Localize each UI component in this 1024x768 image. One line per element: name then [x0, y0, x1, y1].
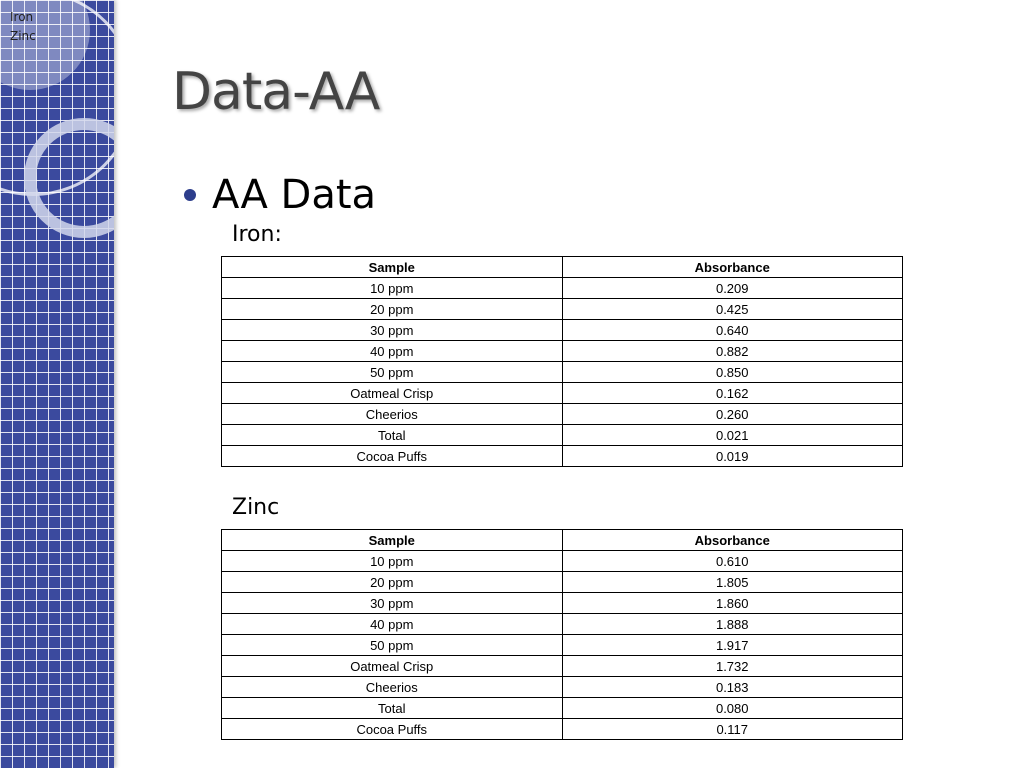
cell-sample: 50 ppm: [222, 635, 563, 656]
cell-sample: 40 ppm: [222, 614, 563, 635]
cell-absorbance: 0.021: [562, 425, 903, 446]
table-row: [222, 551, 903, 572]
cell-sample: Cocoa Puffs: [222, 446, 563, 467]
cell-absorbance: 1.805: [562, 572, 903, 593]
sidebar-legend-zinc: Zinc: [10, 29, 36, 43]
cell-absorbance: 0.080: [562, 698, 903, 719]
table-row: [222, 278, 903, 299]
cell-sample: 30 ppm: [222, 320, 563, 341]
cell-sample: Oatmeal Crisp: [222, 656, 563, 677]
table-row: [222, 341, 903, 362]
cell-absorbance: 0.019: [562, 446, 903, 467]
cell-absorbance: 0.425: [562, 299, 903, 320]
cell-absorbance: 1.732: [562, 656, 903, 677]
bullet-icon: [184, 189, 196, 201]
cell-absorbance: 1.888: [562, 614, 903, 635]
table-row: [222, 635, 903, 656]
cell-sample: Oatmeal Crisp: [222, 383, 563, 404]
cell-absorbance: 0.260: [562, 404, 903, 425]
cell-absorbance: 0.882: [562, 341, 903, 362]
table-row: [222, 404, 903, 425]
table-header-row: [222, 530, 903, 551]
table-row: [222, 593, 903, 614]
cell-sample: 40 ppm: [222, 341, 563, 362]
cell-sample: 10 ppm: [222, 278, 563, 299]
iron-section-label: Iron:: [232, 222, 282, 247]
header-absorbance: Absorbance: [562, 530, 903, 551]
header-sample: Sample: [222, 257, 563, 278]
cell-absorbance: 0.117: [562, 719, 903, 740]
cell-absorbance: 0.850: [562, 362, 903, 383]
table-header-row: [222, 257, 903, 278]
sidebar-legend-iron: Iron: [10, 10, 34, 24]
header-sample: Sample: [222, 530, 563, 551]
header-absorbance: Absorbance: [562, 257, 903, 278]
sidebar-legend: [10, 8, 36, 46]
cell-sample: Cheerios: [222, 404, 563, 425]
table-row: [222, 656, 903, 677]
cell-sample: 20 ppm: [222, 572, 563, 593]
table-row: [222, 572, 903, 593]
cell-sample: 50 ppm: [222, 362, 563, 383]
slide-title: Data-AA: [172, 62, 380, 122]
table-row: [222, 677, 903, 698]
cell-absorbance: 0.610: [562, 551, 903, 572]
zinc-section-label: Zinc: [232, 495, 280, 520]
cell-absorbance: 0.640: [562, 320, 903, 341]
cell-sample: 20 ppm: [222, 299, 563, 320]
cell-sample: 30 ppm: [222, 593, 563, 614]
table-row: [222, 425, 903, 446]
cell-sample: Cocoa Puffs: [222, 719, 563, 740]
iron-table: [221, 256, 903, 467]
cell-absorbance: 1.917: [562, 635, 903, 656]
sidebar-grid-panel: [0, 0, 114, 768]
table-row: [222, 614, 903, 635]
table-row: [222, 320, 903, 341]
cell-sample: Total: [222, 425, 563, 446]
cell-absorbance: 0.162: [562, 383, 903, 404]
table-row: [222, 698, 903, 719]
bullet-item: [184, 172, 376, 218]
cell-sample: Cheerios: [222, 677, 563, 698]
table-row: [222, 362, 903, 383]
table-row: [222, 383, 903, 404]
bullet-text: AA Data: [212, 172, 377, 218]
cell-sample: 10 ppm: [222, 551, 563, 572]
zinc-table: [221, 529, 903, 740]
cell-absorbance: 0.183: [562, 677, 903, 698]
table-row: [222, 299, 903, 320]
table-row: [222, 719, 903, 740]
cell-sample: Total: [222, 698, 563, 719]
table-row: [222, 446, 903, 467]
cell-absorbance: 0.209: [562, 278, 903, 299]
cell-absorbance: 1.860: [562, 593, 903, 614]
